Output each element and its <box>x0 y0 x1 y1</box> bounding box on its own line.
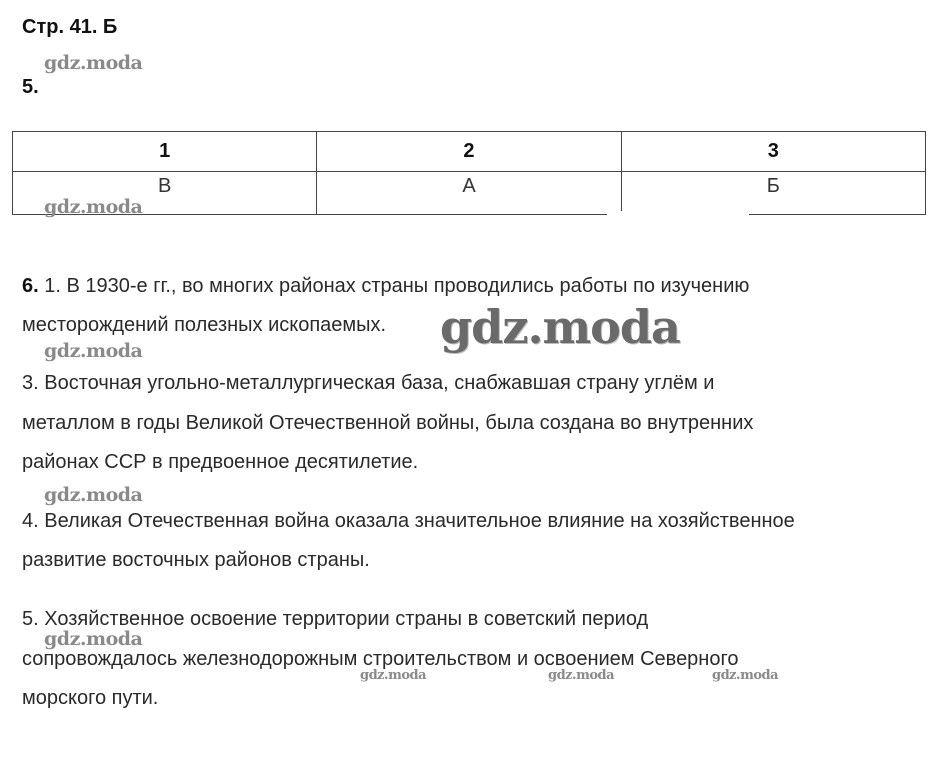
table-cell: Б <box>621 172 925 215</box>
item-3-line-3: районах ССР в предвоенное десятилетие. <box>22 451 419 473</box>
task-6-number: 6. <box>22 275 39 297</box>
task-5-number: 5. <box>22 76 39 98</box>
watermark-logo: gdz.moda <box>44 52 143 74</box>
watermark-logo: gdz.moda <box>44 196 143 218</box>
border-gap <box>607 211 749 215</box>
item-5-line-3: морского пути. <box>22 687 159 709</box>
item-1-line-1: 1. В 1930-е гг., во многих районах страны проводились работы по изучению <box>44 275 750 297</box>
item-5-line-2: сопровождалось железнодорожным строительством и освоением Северного <box>22 648 739 670</box>
item-5-line-1: 5. Хозяйственное освоение территории страны в советский период <box>22 608 649 630</box>
watermark-logo: gdz.moda <box>440 300 680 354</box>
watermark-logo: gdz.moda <box>44 484 143 506</box>
table-row <box>13 172 926 215</box>
table-header-cell: 1 <box>13 132 317 172</box>
table-header-row <box>13 132 926 172</box>
table-header-cell: 3 <box>621 132 925 172</box>
watermark-logo: gdz.moda <box>44 340 143 362</box>
watermark-logo: gdz.moda <box>548 668 615 683</box>
table-cell: В <box>13 172 317 215</box>
table-header-cell: 2 <box>317 132 621 172</box>
page-title: Стр. 41. Б <box>22 16 118 38</box>
watermark-logo: gdz.moda <box>712 668 779 683</box>
item-4-line-2: развитие восточных районов страны. <box>22 549 370 571</box>
item-3-line-1: 3. Восточная угольно-металлургическая база, снабжавшая страну углём и <box>22 372 715 394</box>
watermark-logo: gdz.moda <box>44 628 143 650</box>
watermark-logo: gdz.moda <box>360 668 427 683</box>
item-1-line-2: месторождений полезных ископаемых. <box>22 314 387 336</box>
table-cell: А <box>317 172 621 215</box>
answer-table <box>12 131 926 215</box>
item-4-line-1: 4. Великая Отечественная война оказала значительное влияние на хозяйственное <box>22 510 795 532</box>
item-3-line-2: металлом в годы Великой Отечественной войны, была создана во внутренних <box>22 412 754 434</box>
